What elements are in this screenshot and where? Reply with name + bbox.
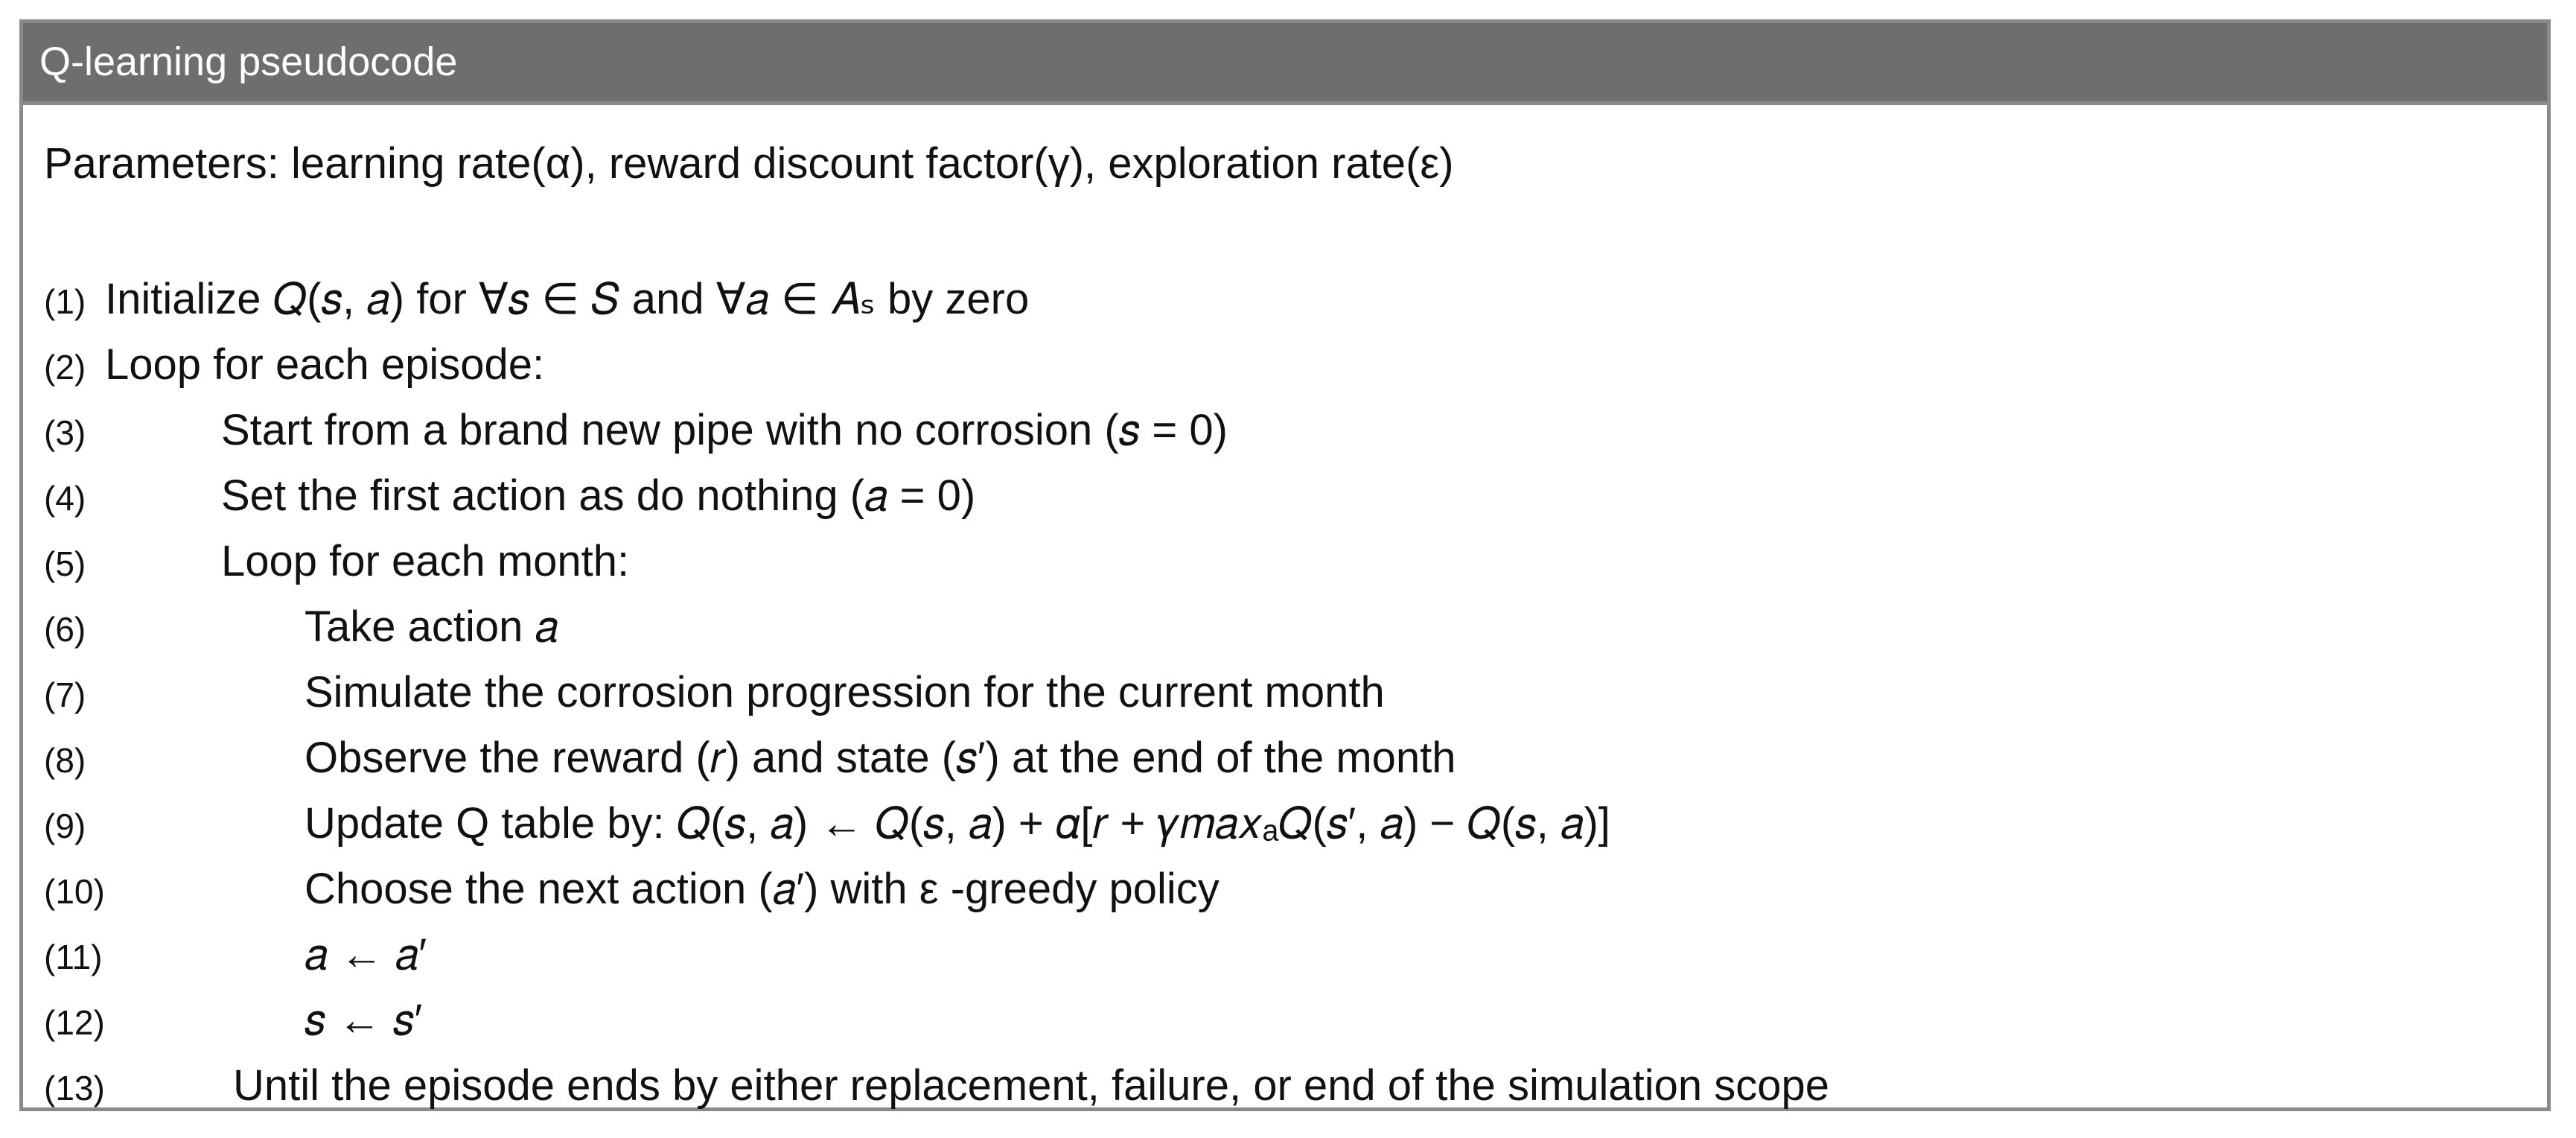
line-number: (1) xyxy=(44,282,86,321)
line-text: 𝑠 ← 𝑠′ xyxy=(305,996,423,1044)
line-number: (13) xyxy=(44,1069,105,1107)
line-number: (5) xyxy=(44,544,86,583)
line-number: (12) xyxy=(44,1003,105,1042)
line-text: Start from a brand new pipe with no corrosion (𝑠 = 0) xyxy=(221,406,1228,454)
line-text: Choose the next action (𝑎′) with ε -greedy policy xyxy=(305,865,1220,913)
line-number: (6) xyxy=(44,610,86,649)
header-bar xyxy=(23,23,2547,105)
line-text: 𝑎 ← 𝑎′ xyxy=(305,930,427,979)
pseudocode-box xyxy=(19,19,2551,1111)
line-text: Update Q table by: 𝑄(𝑠, 𝑎) ← 𝑄(𝑠, 𝑎) + 𝛼[𝑟 + 𝛾𝑚𝑎𝑥ₐ𝑄(𝑠′, 𝑎) − 𝑄(𝑠, 𝑎)] xyxy=(305,799,1610,848)
line-text: Set the first action as do nothing (𝑎 = 0) xyxy=(221,471,976,520)
line-number: (8) xyxy=(44,741,86,780)
line-number: (4) xyxy=(44,479,86,518)
line-text: Loop for each month: xyxy=(221,537,630,585)
line-text: Initialize 𝑄(𝑠, 𝑎) for ∀𝑠 ∈ 𝑆 and ∀𝑎 ∈ 𝐴ₛ by zero xyxy=(105,275,1030,323)
line-number: (7) xyxy=(44,676,86,714)
line-number: (11) xyxy=(44,938,103,976)
parameters-line: Parameters: learning rate(α), reward discount factor(γ), exploration rate(ε) xyxy=(44,139,1454,188)
line-text: Observe the reward (𝑟) and state (𝑠′) at the end of the month xyxy=(305,734,1456,782)
line-text: Simulate the corrosion progression for the current month xyxy=(305,668,1385,716)
line-text: Until the episode ends by either replacement, failure, or end of the simulation scope xyxy=(233,1061,1830,1110)
line-number: (10) xyxy=(44,872,105,911)
line-text: Take action 𝑎 xyxy=(305,603,559,651)
line-number: (2) xyxy=(44,348,86,387)
line-number: (3) xyxy=(44,413,86,452)
line-text: Loop for each episode: xyxy=(105,340,545,389)
page-title: Q-learning pseudocode xyxy=(39,39,458,84)
line-number: (9) xyxy=(44,807,86,845)
